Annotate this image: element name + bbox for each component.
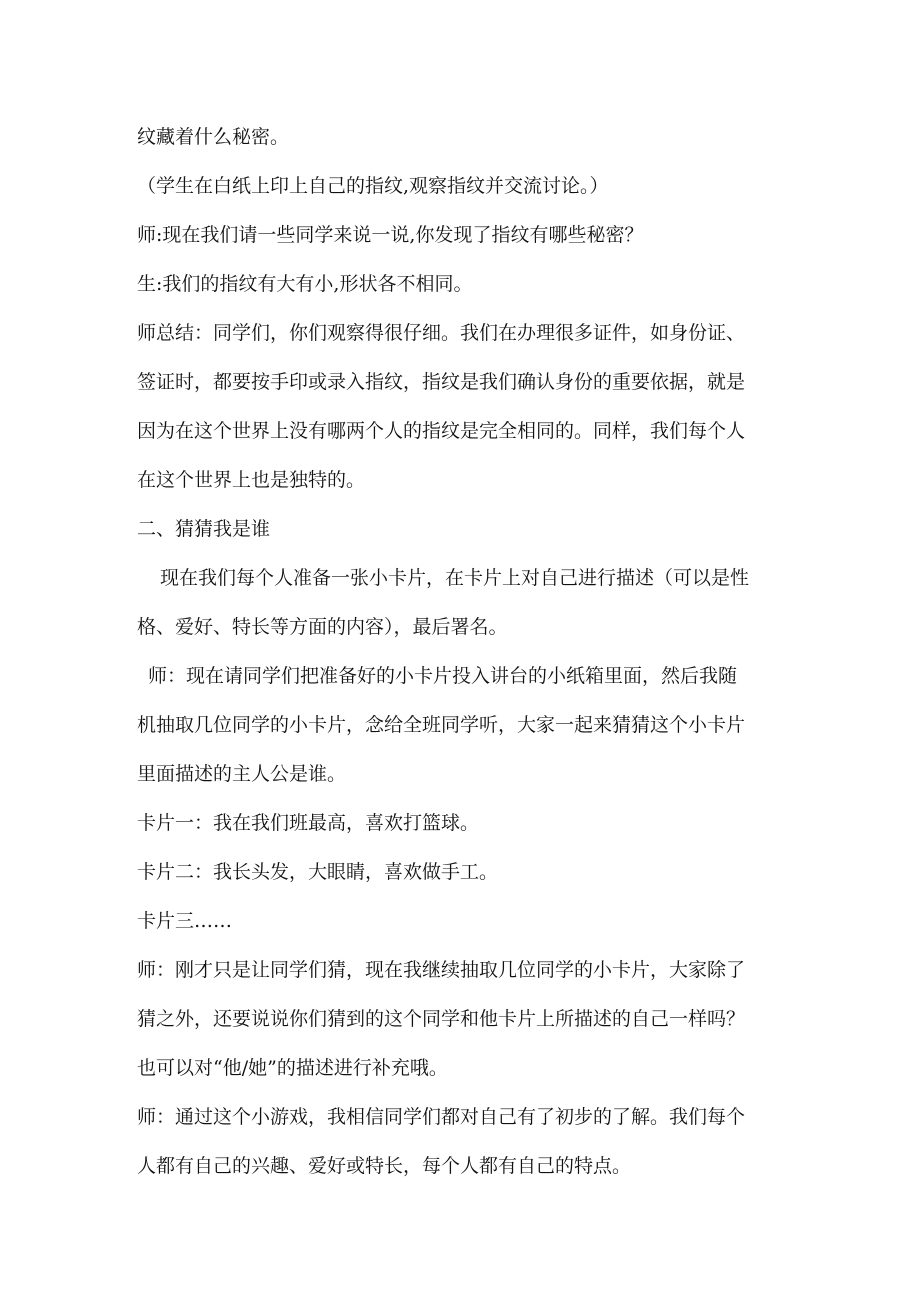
- text-line: 生:我们的指纹有大有小,形状各不相同。: [137, 273, 473, 295]
- text-line: 纹藏着什么秘密。: [137, 126, 290, 148]
- text-line: 签证时，都要按手印或录入指纹，指纹是我们确认身份的重要依据，就是: [137, 371, 746, 393]
- text-line: 里面描述的主人公是谁。: [137, 763, 347, 785]
- section-heading: 二、猜猜我是谁: [137, 518, 271, 540]
- text-line: 师总结：同学们，你们观察得很仔细。我们在办理很多证件，如身份证、: [137, 322, 746, 344]
- text-line: （学生在白纸上印上自己的指纹,观察指纹并交流讨论。）: [137, 175, 609, 197]
- card-line: 卡片二：我长头发，大眼睛，喜欢做手工。: [137, 861, 499, 883]
- card-line: 卡片一：我在我们班最高，喜欢打篮球。: [137, 812, 480, 834]
- text-line: 现在我们每个人准备一张小卡片，在卡片上对自己进行描述（可以是性: [160, 567, 750, 589]
- card-line: 卡片三……: [137, 910, 233, 932]
- text-line: 师:现在我们请一些同学来说一说,你发现了指纹有哪些秘密？: [137, 224, 644, 246]
- text-line: 人都有自己的兴趣、爱好或特长，每个人都有自己的特点。: [137, 1155, 632, 1177]
- text-line: 机抽取几位同学的小卡片，念给全班同学听，大家一起来猜猜这个小卡片: [137, 714, 746, 736]
- text-line: 在这个世界上也是独特的。: [137, 469, 366, 491]
- text-line: 也可以对“他/她”的描述进行补充哦。: [137, 1057, 448, 1079]
- text-line: 师：刚才只是让同学们猜，现在我继续抽取几位同学的小卡片，大家除了: [137, 959, 746, 981]
- text-line: 师：现在请同学们把准备好的小卡片投入讲台的小纸箱里面，然后我随: [148, 665, 738, 687]
- text-line: 格、爱好、特长等方面的内容），最后署名。: [137, 616, 508, 638]
- text-line: 师：通过这个小游戏，我相信同学们都对自己有了初步的了解。我们每个: [137, 1106, 746, 1128]
- text-line: 因为在这个世界上没有哪两个人的指纹是完全相同的。同样，我们每个人: [137, 420, 746, 442]
- text-line: 猜之外，还要说说你们猜到的这个同学和他卡片上所描述的自己一样吗？: [137, 1008, 746, 1030]
